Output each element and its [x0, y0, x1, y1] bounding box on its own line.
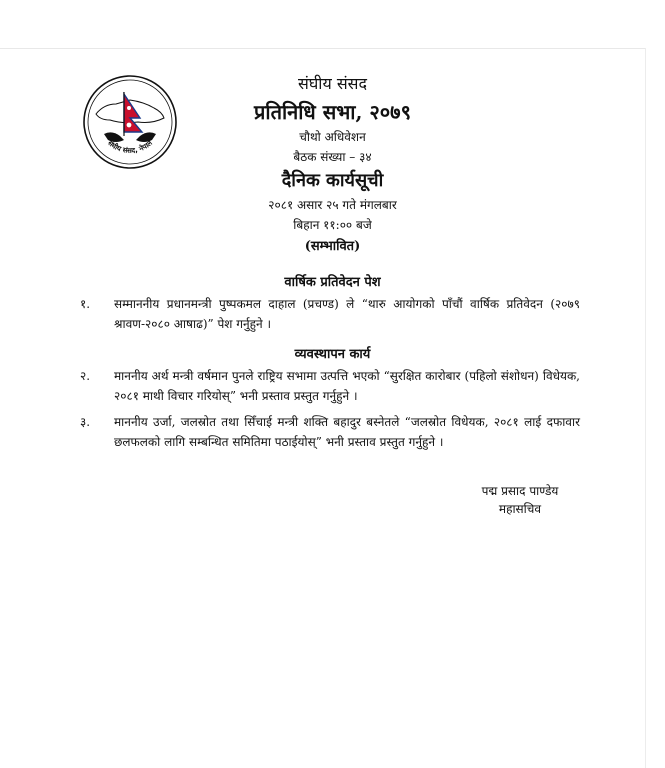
- emblem-text: संघीय संसद, नेपाल: [106, 139, 154, 155]
- section-title-annual-report: वार्षिक प्रतिवेदन पेश: [284, 275, 381, 290]
- section-title-legislative-business: व्यवस्थापन कार्य: [294, 347, 371, 362]
- agenda-item-number: ३.: [80, 415, 91, 429]
- top-divider: [0, 48, 645, 49]
- header-time: बिहान ११:०० बजे: [293, 218, 372, 232]
- header-federal-parliament: संघीय संसद: [298, 74, 367, 93]
- agenda-item-text: माननीय अर्थ मन्त्री वर्षमान पुनले राष्ट्रिय सभामा उत्पत्ति भएको “सुरक्षित कारोबार (पहिलो संशोधन) विधेयक, २०८१ माथी विचार गरियोस्” भनी प्रस्ताव प्रस्तुत गर्नुहुने ।: [114, 369, 580, 403]
- header-daily-agenda: दैनिक कार्यसूची: [281, 170, 384, 191]
- header-tentative: (सम्भावित): [304, 239, 361, 254]
- agenda-item-number: १.: [80, 297, 91, 311]
- header-house-of-representatives: प्रतिनिधि सभा, २०७९: [254, 100, 411, 124]
- signatory-name: पद्म प्रसाद पाण्डेय: [481, 484, 559, 498]
- header-session: चौथो अधिवेशन: [299, 130, 366, 144]
- agenda-item-text: माननीय उर्जा, जलस्रोत तथा सिँचाई मन्त्री शक्ति बहादुर बस्नेतले “जलस्रोत विधेयक, २०८१ लाई दफावार छलफलको लागि सम्बन्धित समितिमा पठाईयोस्” भनी प्रस्ताव प्रस्तुत गर्नुहुने ।: [114, 415, 580, 449]
- header-meeting-number: बैठक संख्या – ३४: [293, 150, 372, 164]
- agenda-item-text: सम्माननीय प्रधानमन्त्री पुष्पकमल दाहाल (प्रचण्ड) ले “थारु आयोगको पाँचौं वार्षिक प्रतिवेदन (२०७९ श्रावण-२०८० आषाढ)” पेश गर्नुहुने ।: [114, 297, 580, 331]
- signatory-title: महासचिव: [498, 502, 542, 516]
- agenda-item-number: २.: [80, 369, 91, 383]
- header-date: २०८१ असार २५ गते मंगलबार: [268, 198, 397, 212]
